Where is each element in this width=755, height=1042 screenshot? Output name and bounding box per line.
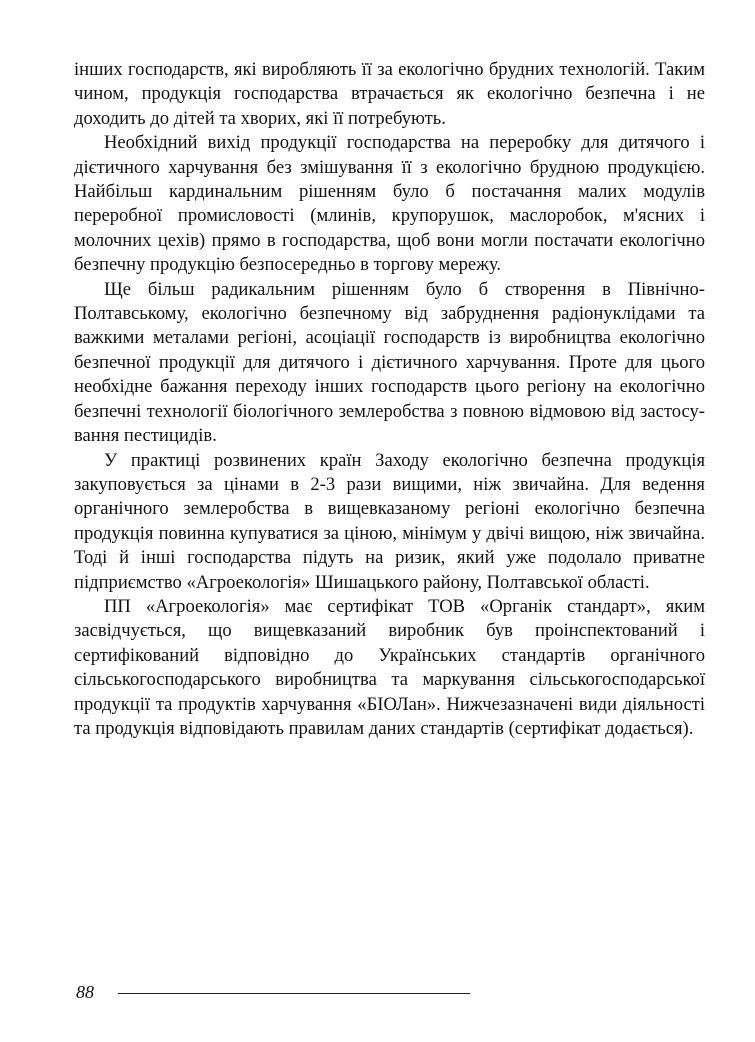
paragraph: У практиці розвинених країн Заходу екологічно безпечна продукція закуповується за цінами в 2-3 рази вищими, ніж звичайна. Для ведення органічного землеробства в вищевказаному регіоні екологічно безпечна продукція повинна купуватися за ціною, мінімум у двічі вищою, ніж звичайна. Тоді й інші господарства підуть на ризик, який уже подолало приватне підприємство «Агроекологія» Шишацького району, Полтавської області. bbox=[74, 449, 705, 593]
paragraph: Необхідний вихід продукції господарства на переробку для дитячого і дієтичного харчування без змішування її з екологічно брудною продукцією. Найбільш кардинальним рішенням було б постачання малих модулів переробної промисловості (млинів, крупорушок, маслоробок, м'ясних і молочних цехів) прямо в господарства, щоб вони могли постачати екологічно безпечну продукцію безпосередньо в торгову мережу. bbox=[74, 132, 705, 276]
body-text bbox=[74, 58, 705, 741]
footer-rule bbox=[118, 993, 470, 994]
paragraph-continuation: інших господарств, які виробляють її за екологічно брудних технологій. Таким чином, продукція господарства втрачається як екологічно безпечна і не доходить до дітей та хворих, які її потребують. bbox=[74, 59, 705, 129]
page-number: 88 bbox=[76, 982, 94, 1002]
paragraph: ПП «Агроекологія» має сертифікат ТОВ «Органік стандарт», яким засвідчується, що вищевказаний виробник був проінспектований і сертифікований відповідно до Українських стандартів органічного сільськогосподарського виробництва та маркування сільськогосподарської продукції та продуктів харчування «БІОЛан». Нижчезазначені види діяльності та продукція відповідають правилам даних стандартів (сертифікат додається). bbox=[74, 595, 705, 739]
paragraph: Ще більш радикальним рішенням було б створення в Північно-Полтавському, екологічно безпечному від забруднення радіонуклідами та важкими металами регіоні, асоціації господарств із виробництва екологічно безпечної продукції для дитячого і дієтичного харчування. Проте для цього необхідне бажання переходу інших господарств цього регіону на екологічно безпечні технології біологічного землеробства з повною відмовою від застосування пестицидів. bbox=[74, 278, 705, 447]
page-footer bbox=[76, 980, 476, 1004]
